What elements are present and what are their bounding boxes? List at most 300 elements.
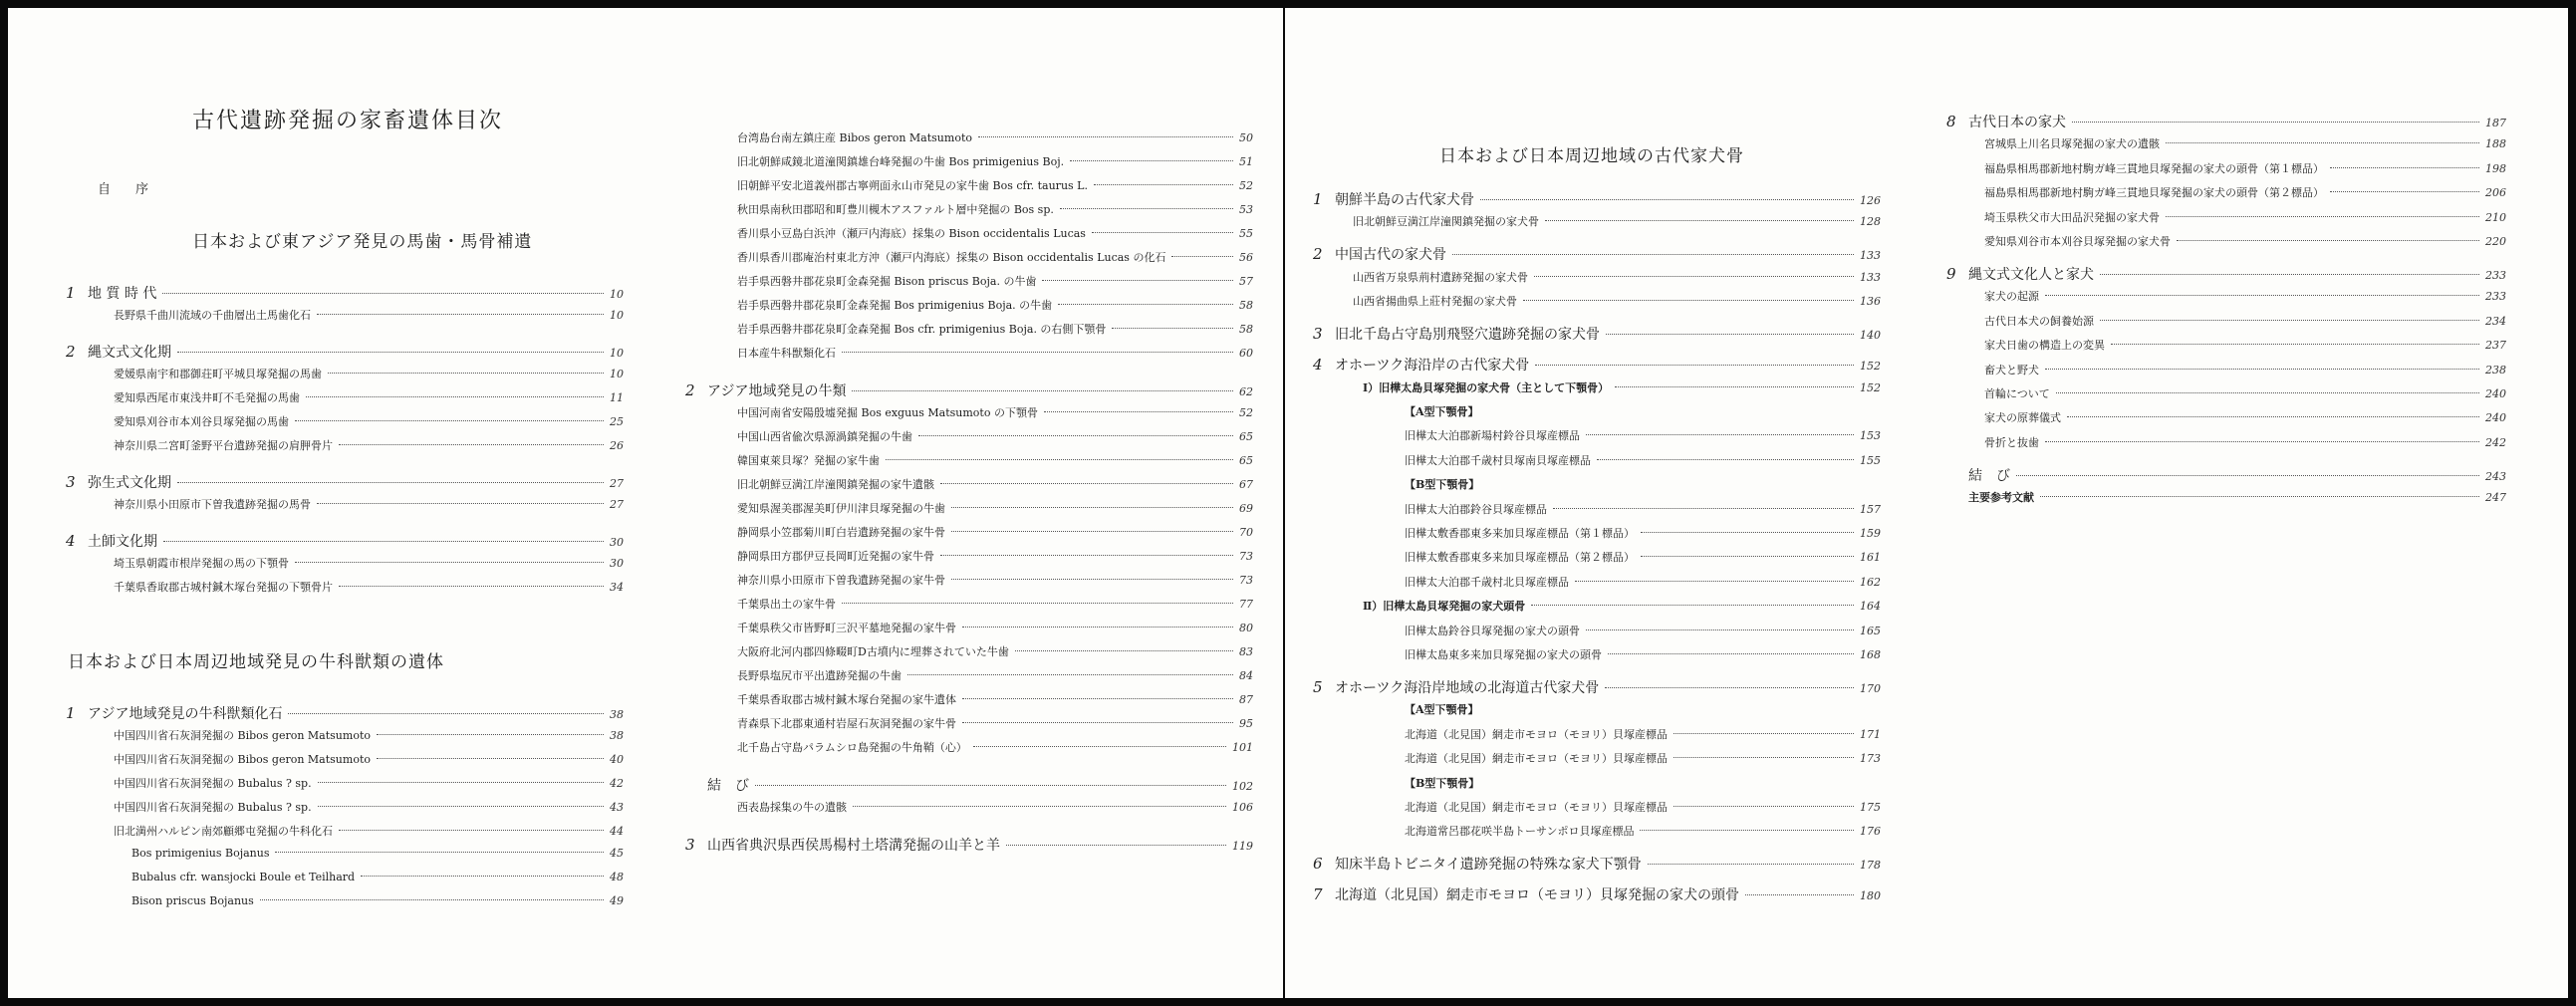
toc-entry[interactable] [1984, 288, 2506, 304]
toc-entry-page: 176 [1860, 825, 1881, 839]
dot-leader [951, 579, 1233, 580]
dot-leader [1674, 757, 1854, 758]
toc-entry[interactable] [1946, 112, 2506, 131]
toc-entry-label: 北海道（北見国）網走市モヨロ（モヨリ）貝塚産標品 [1405, 727, 1668, 741]
toc-entry-page: 168 [1860, 648, 1881, 661]
toc-entry-label: 縄文式文化人と家犬 [1968, 267, 2094, 283]
dot-leader [1553, 508, 1854, 509]
toc-entry-page: 44 [610, 825, 624, 838]
toc-entry[interactable] [737, 715, 1253, 731]
toc-entry[interactable] [66, 703, 624, 723]
dot-leader [317, 503, 604, 504]
toc-entry[interactable] [737, 452, 1253, 468]
toc-entry-label: 神奈川県小田原市下曽我遺跡発掘の馬骨 [114, 498, 311, 511]
toc-entry[interactable] [737, 524, 1253, 540]
toc-entry[interactable] [1984, 233, 2506, 249]
toc-entry-page: 50 [1239, 131, 1253, 144]
toc-entry[interactable] [1405, 701, 1881, 717]
dot-leader [361, 876, 604, 877]
toc-entry[interactable] [1405, 452, 1881, 468]
toc-entry-label: Ⅰ）旧樺太島貝塚発掘の家犬骨（主として下顎骨） [1363, 380, 1610, 394]
toc-entry-page: 128 [1860, 215, 1881, 229]
toc-entry-label: 韓国東萊貝塚？発掘の家牛歯 [737, 454, 880, 467]
dot-leader [1044, 411, 1233, 412]
toc-entry[interactable] [1405, 574, 1881, 590]
toc-entry-page: 58 [1239, 299, 1253, 312]
toc-entry-page: 155 [1860, 453, 1881, 467]
toc-entry[interactable] [737, 596, 1253, 612]
toc-entry-label: 旧樺太大泊郡新場村鈴谷貝塚産標品 [1405, 429, 1580, 443]
dot-leader [260, 899, 604, 900]
toc-entry-label: 北海道（北見国）網走市モヨロ（モヨリ）貝塚産標品 [1405, 752, 1668, 766]
toc-entry[interactable] [1313, 244, 1881, 264]
toc-entry-page: 10 [610, 309, 624, 322]
toc-entry-label: アジア地域発見の牛科獣類化石 [88, 706, 283, 722]
toc-entry-label: 福島県相馬郡新地村駒ガ峰三貫地貝塚発掘の家犬の頭骨（第１標品） [1984, 161, 2324, 175]
toc-entry-page: 43 [610, 801, 624, 814]
toc-entry[interactable] [1968, 489, 2506, 505]
dot-leader [1640, 830, 1854, 831]
toc-entry[interactable] [114, 307, 624, 323]
dot-leader [1597, 459, 1854, 460]
toc-entry-page: 210 [2485, 210, 2506, 224]
toc-entry-label: 埼玉県朝霞市根岸発掘の馬の下顎骨 [114, 557, 289, 570]
toc-entry[interactable] [1405, 623, 1881, 638]
toc-entry-number: 5 [1313, 678, 1323, 696]
toc-entry-number: 7 [1313, 885, 1323, 904]
toc-entry-label: 香川県香川郡庵治村東北方沖（瀬戸内海底）採集の Bison occidentalis Lucas の化石 [737, 251, 1166, 264]
toc-entry-page: 198 [2485, 161, 2506, 175]
toc-entry[interactable] [737, 404, 1253, 420]
toc-entry[interactable] [737, 500, 1253, 516]
dot-leader [951, 531, 1233, 532]
toc-entry-page: 65 [1239, 430, 1253, 443]
toc-entry-page: 136 [1860, 295, 1881, 309]
toc-entry-number: 2 [685, 381, 695, 399]
dot-leader [962, 722, 1233, 723]
toc-entry-page: 84 [1239, 669, 1253, 682]
toc-entry[interactable] [1946, 264, 2506, 284]
toc-entry-label: 中国山西省偸次県源渦鎮発掘の牛歯 [737, 430, 912, 443]
toc-entry[interactable] [114, 823, 624, 839]
toc-entry[interactable] [1405, 646, 1881, 662]
toc-entry[interactable] [1946, 465, 2506, 485]
toc-entry-page: 51 [1239, 155, 1253, 168]
toc-entry[interactable] [114, 366, 624, 381]
toc-entry-page: 175 [1860, 801, 1881, 814]
toc-entry[interactable] [131, 871, 624, 883]
toc-entry-page: 83 [1239, 645, 1253, 658]
dot-leader [1586, 629, 1854, 630]
dot-leader [306, 396, 604, 397]
toc-entry-label: 旧北朝鮮豆満江岸潼関鎮発掘の家犬骨 [1353, 215, 1539, 229]
toc-entry[interactable] [1984, 313, 2506, 329]
toc-entry[interactable] [1363, 379, 1881, 395]
toc-entry-label: 香川県小豆島白浜沖（瀬戸内海底）採集の Bison occidentalis Lucas [737, 227, 1086, 240]
toc-entry[interactable] [737, 201, 1253, 217]
toc-entry[interactable] [685, 380, 1253, 400]
toc-entry[interactable] [1353, 293, 1881, 309]
dot-leader [177, 352, 604, 353]
dot-leader [842, 603, 1233, 604]
toc-entry-label: 中国四川省石灰洞発掘の Bubalus ? sp. [114, 801, 312, 814]
toc-entry[interactable] [131, 847, 624, 860]
toc-entry-page: 173 [1860, 752, 1881, 766]
toc-entry-label: 西表島採集の牛の遺骸 [737, 801, 847, 814]
toc-entry-number: 4 [66, 532, 76, 550]
toc-entry-label: 旧樺太大泊郡千歳村北貝塚産標品 [1405, 575, 1569, 589]
toc-entry-page: 67 [1239, 478, 1253, 491]
toc-entry[interactable] [737, 297, 1253, 313]
toc-entry[interactable] [737, 548, 1253, 564]
dot-leader [2111, 344, 2479, 345]
toc-entry[interactable] [737, 428, 1253, 444]
toc-entry-label: 愛知県刈谷市本刈谷貝塚発掘の家犬骨 [1984, 235, 2171, 248]
toc-entry[interactable] [1313, 854, 1881, 874]
toc-entry[interactable] [737, 620, 1253, 635]
toc-entry[interactable] [737, 691, 1253, 707]
toc-entry-page: 55 [1239, 227, 1253, 240]
toc-entry-page: 140 [1860, 329, 1881, 343]
toc-entry[interactable] [737, 225, 1253, 241]
dot-leader [962, 627, 1233, 628]
toc-entry-label: 千葉県出土の家牛骨 [737, 598, 836, 611]
toc-entry-page: 26 [610, 439, 624, 452]
toc-entry[interactable] [1405, 427, 1881, 443]
toc-entry[interactable] [1313, 189, 1881, 209]
toc-entry-label: 土師文化期 [88, 534, 157, 550]
dot-leader [339, 586, 604, 587]
dot-leader [339, 444, 604, 445]
toc-entry-page: 164 [1860, 600, 1881, 614]
dot-leader [1070, 160, 1233, 161]
toc-entry-page: 165 [1860, 624, 1881, 637]
toc-entry-label: 旧北満州ハルピン南郊顧郷屯発掘の牛科化石 [114, 825, 333, 838]
toc-entry[interactable] [685, 775, 1253, 795]
toc-entry-page: 157 [1860, 502, 1881, 516]
toc-entry-page: 220 [2485, 235, 2506, 248]
section1-title: 日本および東アジア発見の馬歯・馬骨補遺 [192, 232, 533, 252]
toc-entry-page: 101 [1232, 741, 1253, 754]
toc-entry-label: 家犬日歯の構造上の変異 [1984, 339, 2105, 353]
toc-entry-page: 233 [2485, 290, 2506, 304]
toc-entry[interactable] [66, 531, 624, 551]
toc-entry-page: 170 [1860, 682, 1881, 695]
toc-entry[interactable] [1984, 160, 2506, 176]
toc-entry-label: 中国四川省石灰洞発掘の Bibos geron Matsumoto [114, 729, 371, 742]
toc-entry[interactable] [1984, 184, 2506, 200]
toc-entry-label: 旧樺太敷香郡東多来加貝塚産標品（第１標品） [1405, 527, 1635, 540]
toc-entry[interactable] [1313, 324, 1881, 344]
dot-leader [853, 806, 1226, 807]
toc-entry[interactable] [1984, 434, 2506, 450]
toc-entry-page: 247 [2485, 491, 2506, 505]
dot-leader [1480, 199, 1854, 200]
dot-leader [288, 713, 604, 714]
toc-entry[interactable] [737, 345, 1253, 361]
toc-entry-page: 30 [610, 557, 624, 570]
dot-leader [1112, 328, 1233, 329]
toc-entry[interactable] [114, 799, 624, 815]
toc-entry-page: 48 [610, 871, 624, 883]
toc-entry-number: 4 [1313, 356, 1323, 375]
toc-entry[interactable] [737, 273, 1253, 289]
toc-entry[interactable] [114, 555, 624, 571]
toc-entry-page: 57 [1239, 275, 1253, 288]
right-page [1285, 8, 2568, 998]
toc-entry-label: オホーツク海沿岸地域の北海道古代家犬骨 [1335, 680, 1600, 696]
toc-entry-label: 朝鮮半島の古代家犬骨 [1335, 192, 1474, 208]
toc-entry[interactable] [737, 249, 1253, 265]
dot-leader [1606, 334, 1854, 335]
toc-entry[interactable] [737, 153, 1253, 169]
dot-leader [339, 830, 604, 831]
dot-leader [907, 674, 1233, 675]
dot-leader [1641, 532, 1854, 533]
toc-entry-page: 233 [2485, 269, 2506, 282]
toc-entry[interactable] [1984, 385, 2506, 401]
toc-entry-number: 2 [66, 343, 76, 361]
toc-entry-label: 旧樺太大泊郡鈴谷貝塚産標品 [1405, 502, 1547, 516]
toc-entry-label: 愛知県渥美郡渥美町伊川津貝塚発掘の牛歯 [737, 502, 945, 515]
toc-entry[interactable] [66, 283, 624, 303]
dot-leader [1605, 687, 1854, 688]
dot-leader [978, 136, 1233, 137]
toc-entry-page: 77 [1239, 598, 1253, 611]
toc-entry-page: 52 [1239, 406, 1253, 419]
dot-leader [1015, 650, 1233, 651]
toc-entry[interactable] [1405, 525, 1881, 541]
toc-entry[interactable] [737, 799, 1253, 815]
toc-entry-page: 238 [2485, 363, 2506, 377]
toc-entry-page: 161 [1860, 551, 1881, 565]
toc-entry-label: 宮城県上川名貝塚発掘の家犬の遺骸 [1984, 137, 2160, 151]
toc-entry-page: 152 [1860, 360, 1881, 374]
toc-entry-label: 青森県下北郡東通村岩屋石灰洞発掘の家牛骨 [737, 717, 956, 730]
toc-entry-label: 神奈川県小田原市下曽我遺跡発掘の家牛骨 [737, 574, 945, 587]
toc-entry-page: 30 [610, 536, 624, 549]
toc-entry-label: オホーツク海沿岸の古代家犬骨 [1335, 358, 1530, 375]
dot-leader [886, 459, 1233, 460]
toc-entry-label: 結 び [1968, 467, 2010, 484]
toc-entry-label: 知床半島トビニタイ遺跡発掘の特殊な家犬下顎骨 [1335, 857, 1642, 874]
toc-entry-page: 206 [2485, 186, 2506, 200]
dot-leader [177, 482, 604, 483]
toc-entry-label: 秋田県南秋田郡昭和町豊川槻木アスファルト層中発掘の Bos sp. [737, 203, 1054, 216]
toc-entry-label: 家犬の原葬儀式 [1984, 411, 2061, 425]
toc-entry-label: 岩手県西磐井郡花泉町金森発掘 Bison priscus Boja. の牛歯 [737, 275, 1037, 288]
dot-leader [1545, 220, 1854, 221]
toc-entry-page: 27 [610, 477, 624, 490]
book-title: 古代遺跡発掘の家畜遺体目次 [192, 109, 504, 133]
toc-entry-page: 11 [610, 391, 624, 404]
toc-entry-label: Bison priscus Bojanus [131, 894, 254, 907]
dot-leader [1523, 300, 1854, 301]
toc-entry[interactable] [737, 739, 1253, 755]
toc-entry-label: 中国古代の家犬骨 [1335, 247, 1446, 264]
toc-entry-page: 38 [610, 708, 624, 721]
toc-entry-number: 1 [66, 704, 76, 722]
toc-entry-label: 弥生式文化期 [88, 475, 171, 491]
dot-leader [163, 541, 604, 542]
toc-entry[interactable] [114, 389, 624, 405]
toc-entry-label: 古代日本犬の飼養始源 [1984, 314, 2094, 328]
toc-entry-page: 10 [610, 368, 624, 380]
dog-section-title: 日本および日本周辺地域の古代家犬骨 [1439, 146, 1744, 166]
toc-entry-page: 70 [1239, 526, 1253, 539]
dot-leader [962, 698, 1233, 699]
dot-leader [2056, 392, 2479, 393]
dot-leader [1171, 256, 1233, 257]
toc-entry[interactable] [737, 476, 1253, 492]
toc-entry[interactable] [1353, 269, 1881, 285]
toc-entry-label: 家犬の起源 [1984, 290, 2039, 304]
toc-entry-label: 北海道（北見国）網走市モヨロ（モヨリ）貝塚産標品 [1405, 801, 1668, 814]
toc-entry-label: 中国河南省安陽殷墟発掘 Bos exguus Matsumoto の下顎骨 [737, 406, 1038, 419]
toc-entry-page: 133 [1860, 249, 1881, 263]
toc-entry[interactable] [114, 413, 624, 429]
toc-entry-label: 台湾島台南左鎮庄産 Bibos geron Matsumoto [737, 131, 972, 144]
toc-entry-number: 1 [66, 284, 76, 302]
toc-entry[interactable] [685, 835, 1253, 855]
toc-entry[interactable] [1984, 337, 2506, 353]
toc-entry-label: 長野県千曲川流域の千曲層出土馬歯化石 [114, 309, 311, 322]
dot-leader [1641, 556, 1854, 557]
toc-entry-label: Bos primigenius Bojanus [131, 847, 270, 860]
toc-entry-label: 旧朝鮮平安北道義州郡古寧朔面永山市発見の家牛歯 Bos cfr. taurus L. [737, 179, 1088, 192]
toc-entry-page: 180 [1860, 889, 1881, 903]
dot-leader [973, 746, 1226, 747]
toc-entry[interactable] [1363, 598, 1881, 614]
toc-entry-label: 【A型下顎骨】 [1405, 405, 1479, 418]
toc-entry[interactable] [66, 472, 624, 492]
toc-entry-label: 岩手県西磐井郡花泉町金森発掘 Bos primigenius Boja. の牛歯 [737, 299, 1053, 312]
dot-leader [2040, 496, 2479, 497]
toc-entry-label: 愛知県西尾市東浅井町不毛発掘の馬歯 [114, 391, 300, 404]
toc-entry-page: 49 [610, 894, 624, 907]
toc-entry-page: 60 [1239, 347, 1253, 360]
dot-leader [1531, 605, 1854, 606]
toc-entry[interactable] [66, 342, 624, 362]
dot-leader [1615, 386, 1854, 387]
toc-entry[interactable] [114, 579, 624, 595]
toc-entry-number: 2 [1313, 245, 1323, 264]
toc-entry[interactable] [737, 667, 1253, 683]
toc-entry[interactable] [1405, 549, 1881, 565]
toc-entry-label: 北海道（北見国）網走市モヨロ（モヨリ）貝塚発掘の家犬の頭骨 [1335, 887, 1739, 904]
dot-leader [377, 734, 604, 735]
dot-leader [1058, 304, 1233, 305]
toc-entry-label: 山西省万泉県荊村遺跡発掘の家犬骨 [1353, 270, 1528, 284]
toc-entry[interactable] [1984, 409, 2506, 425]
toc-entry-page: 159 [1860, 527, 1881, 540]
toc-entry-label: 大阪府北河内郡四條畷町D古墳内に埋葬されていた牛歯 [737, 645, 1009, 658]
toc-entry[interactable] [1313, 677, 1881, 697]
dot-leader [295, 420, 604, 421]
toc-entry[interactable] [114, 751, 624, 767]
toc-entry-page: 45 [610, 847, 624, 860]
toc-entry-number: 1 [1313, 190, 1323, 208]
toc-entry[interactable] [1984, 362, 2506, 377]
toc-entry[interactable] [114, 727, 624, 743]
toc-entry-page: 240 [2485, 411, 2506, 425]
toc-entry[interactable] [1353, 213, 1881, 229]
dot-leader [328, 373, 604, 374]
toc-entry[interactable] [1405, 403, 1881, 419]
toc-entry[interactable] [1405, 799, 1881, 815]
toc-entry[interactable] [131, 894, 624, 907]
toc-entry-label: Ⅱ）旧樺太島貝塚発掘の家犬頭骨 [1363, 600, 1526, 614]
toc-entry[interactable] [1405, 501, 1881, 517]
dot-leader [2072, 122, 2479, 123]
toc-entry-label: 千葉県香取郡古城村鍼木塚台発掘の下顎骨片 [114, 581, 333, 594]
dot-leader [1535, 365, 1854, 366]
toc-entry[interactable] [114, 496, 624, 512]
left-page [8, 8, 1283, 998]
toc-entry-label: 愛知県刈谷市本刈谷貝塚発掘の馬歯 [114, 415, 289, 428]
toc-entry[interactable] [1984, 135, 2506, 151]
toc-entry[interactable] [737, 643, 1253, 659]
toc-entry-page: 102 [1232, 780, 1253, 793]
toc-entry-page: 25 [610, 415, 624, 428]
toc-entry-page: 10 [610, 347, 624, 360]
preface-entry[interactable]: 自 序 [98, 182, 155, 197]
dot-leader [852, 390, 1233, 391]
toc-entry-label: 長野県塩尻市平出遺跡発掘の牛歯 [737, 669, 902, 682]
toc-entry-page: 87 [1239, 693, 1253, 706]
toc-entry[interactable] [1405, 726, 1881, 742]
toc-entry[interactable] [1405, 823, 1881, 839]
toc-entry-page: 80 [1239, 622, 1253, 634]
toc-entry[interactable] [737, 177, 1253, 193]
toc-entry[interactable] [737, 572, 1253, 588]
dot-leader [1745, 894, 1854, 895]
dot-leader [2045, 369, 2479, 370]
dot-leader [2166, 216, 2479, 217]
toc-entry-page: 187 [2485, 117, 2506, 129]
toc-entry[interactable] [1405, 476, 1881, 492]
toc-entry[interactable] [114, 437, 624, 453]
toc-entry-page: 69 [1239, 502, 1253, 515]
toc-entry-number: 6 [1313, 855, 1323, 874]
dot-leader [2100, 274, 2479, 275]
toc-entry-label: 縄文式文化期 [88, 345, 171, 361]
dot-leader [940, 483, 1233, 484]
dot-leader [162, 293, 604, 294]
dot-leader [940, 555, 1233, 556]
toc-entry[interactable] [737, 321, 1253, 337]
dot-leader [918, 435, 1233, 436]
dot-leader [1094, 184, 1233, 185]
toc-entry[interactable] [1984, 209, 2506, 225]
dot-leader [1608, 653, 1854, 654]
dot-leader [1674, 806, 1854, 807]
toc-entry[interactable] [737, 129, 1253, 145]
toc-entry-page: 242 [2485, 435, 2506, 449]
dot-leader [1534, 276, 1854, 277]
dot-leader [1042, 280, 1233, 281]
toc-entry[interactable] [1405, 775, 1881, 791]
toc-entry-label: 日本産牛科獣類化石 [737, 347, 836, 360]
toc-entry-page: 153 [1860, 429, 1881, 443]
toc-entry[interactable] [1313, 884, 1881, 904]
dot-leader [1092, 232, 1233, 233]
toc-entry[interactable] [1313, 355, 1881, 375]
toc-entry[interactable] [1405, 750, 1881, 766]
dot-leader [275, 852, 604, 853]
toc-entry[interactable] [114, 775, 624, 791]
toc-entry-label: Bubalus cfr. wansjocki Boule et Teilhard [131, 871, 356, 883]
